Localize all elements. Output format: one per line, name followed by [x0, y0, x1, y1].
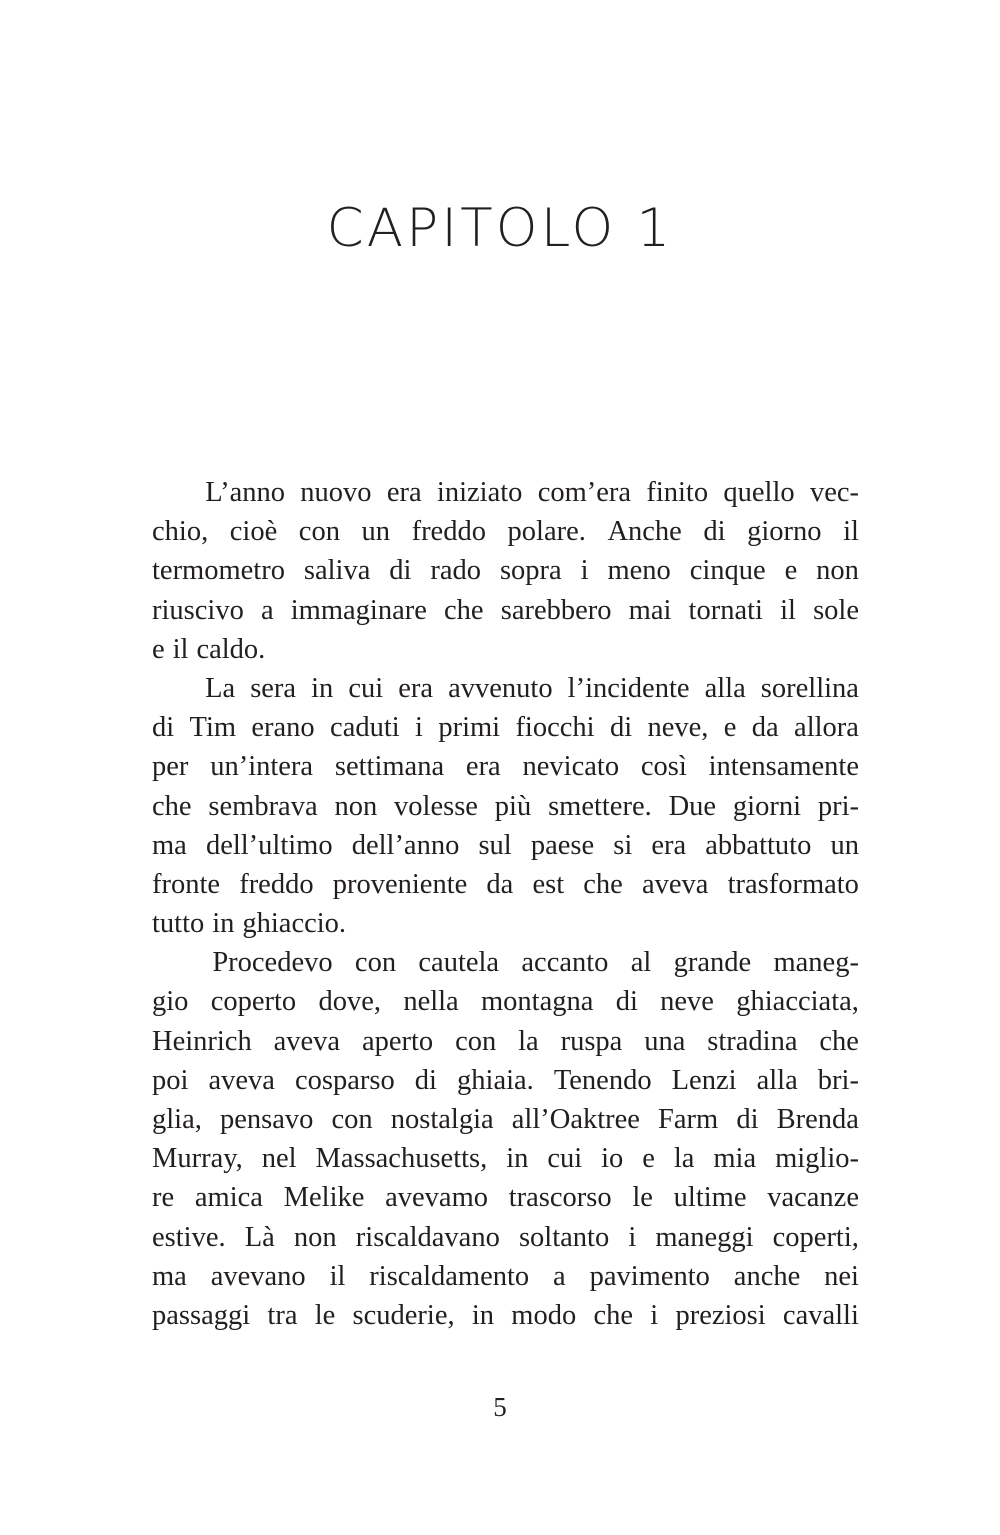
word: Lenzi	[671, 1064, 737, 1096]
word: immaginare	[290, 594, 427, 626]
text-line	[152, 1257, 859, 1296]
word: che	[152, 790, 192, 822]
word: Heinrich	[152, 1025, 252, 1057]
word: soltanto	[518, 1221, 610, 1253]
word: tornati	[688, 594, 763, 626]
word: coperti,	[772, 1221, 859, 1253]
word: aveva	[641, 868, 709, 900]
word: ultime	[673, 1182, 747, 1214]
word: trasformato	[727, 868, 859, 900]
word: finito	[646, 477, 709, 508]
word: mia	[713, 1143, 757, 1175]
word: di	[609, 712, 633, 744]
word: quello	[723, 477, 795, 508]
word: era	[386, 477, 422, 508]
word: di	[703, 516, 726, 548]
word: sembrava	[208, 790, 318, 822]
word: com’era	[537, 477, 632, 508]
word: ghiaia.	[457, 1064, 534, 1096]
word: sera	[250, 672, 297, 704]
word: gio	[152, 986, 189, 1018]
word: vacanze	[767, 1182, 859, 1214]
word: maneggi	[655, 1221, 754, 1253]
word: L’anno	[205, 477, 285, 508]
word: trascorso	[508, 1182, 612, 1214]
word: dell’ultimo	[205, 829, 333, 861]
paragraph	[152, 669, 859, 943]
paragraph	[152, 473, 859, 669]
word: cui	[547, 1143, 583, 1175]
word: il	[172, 633, 189, 665]
word: avevamo	[385, 1182, 488, 1214]
word: che	[583, 868, 623, 900]
text-line	[152, 1218, 859, 1257]
word: cioè	[229, 516, 278, 548]
word: all’Oaktree	[511, 1104, 640, 1135]
word: a	[260, 594, 274, 626]
word: nei	[824, 1260, 859, 1292]
word: al	[630, 947, 652, 979]
word: erano	[251, 712, 315, 744]
word: con	[298, 516, 340, 548]
word: riuscivo	[152, 594, 244, 626]
word: di	[736, 1104, 759, 1135]
word: Tim	[189, 712, 237, 744]
word: così	[640, 751, 687, 783]
text-line	[152, 826, 859, 865]
word: riscaldamento	[369, 1260, 530, 1292]
word: ma	[152, 1260, 187, 1292]
word: era	[465, 751, 501, 783]
word: nuovo	[300, 477, 372, 508]
word: era	[651, 829, 687, 861]
word: dell’anno	[351, 829, 460, 861]
word: i	[415, 712, 423, 744]
word: più	[494, 790, 532, 822]
word: stradina	[707, 1025, 798, 1057]
word: con	[331, 1104, 373, 1135]
word: freddo	[411, 516, 486, 548]
text-line	[152, 865, 859, 904]
word: da	[486, 868, 514, 900]
word: avevano	[210, 1260, 306, 1292]
word: aperto	[361, 1025, 434, 1057]
word: un	[361, 516, 391, 548]
text-line	[152, 1022, 859, 1061]
word: io	[601, 1143, 624, 1175]
text-line	[152, 473, 859, 512]
text-line	[152, 630, 859, 669]
word: i	[650, 1299, 659, 1331]
word: aveva	[273, 1025, 341, 1057]
word: che	[444, 594, 484, 626]
text-line	[152, 1178, 859, 1217]
word: Anche	[607, 516, 682, 548]
word: sole	[813, 594, 859, 626]
word: e	[642, 1143, 655, 1175]
word: una	[644, 1025, 686, 1057]
word: Brenda	[776, 1104, 859, 1135]
word: nevicato	[522, 751, 620, 783]
word: un	[830, 829, 859, 861]
text-line	[152, 512, 859, 551]
word: neve,	[647, 712, 709, 744]
word: nostalgia	[390, 1104, 494, 1135]
word: avvenuto	[448, 672, 553, 704]
word: smettere.	[548, 790, 652, 822]
page-number: 5	[493, 1392, 507, 1422]
word: non	[293, 1221, 337, 1253]
word: rado	[430, 555, 482, 587]
word: abbattuto	[705, 829, 812, 861]
word: fronte	[152, 868, 221, 900]
text-line	[152, 1061, 859, 1100]
word: mai	[628, 594, 672, 626]
text-line	[152, 1296, 859, 1335]
word: Melike	[283, 1182, 365, 1214]
word: con	[455, 1025, 497, 1057]
paragraph	[152, 943, 859, 1335]
word: il	[843, 516, 859, 548]
word: tutto	[152, 908, 205, 940]
text-line	[152, 982, 859, 1021]
word: Murray,	[152, 1143, 243, 1175]
word: preziosi	[675, 1299, 766, 1331]
word: fiocchi	[515, 712, 595, 744]
word: non	[334, 790, 378, 822]
word: non	[816, 555, 859, 587]
word: nel	[261, 1143, 297, 1175]
word: che	[819, 1025, 859, 1057]
word: iniziato	[436, 477, 523, 508]
word: glia,	[152, 1104, 202, 1135]
word: l’incidente	[567, 672, 690, 704]
word: alla	[756, 1064, 798, 1096]
word: freddo	[239, 868, 314, 900]
word: Massachusetts,	[315, 1143, 488, 1175]
word: caduti	[330, 712, 400, 744]
word: accanto	[521, 947, 609, 979]
word: il	[780, 594, 796, 626]
word: Farm	[658, 1104, 719, 1135]
text-line	[152, 787, 859, 826]
word: scuderie,	[352, 1299, 455, 1331]
word: da	[751, 712, 779, 744]
text-line	[152, 708, 859, 747]
word: ruspa	[560, 1025, 623, 1057]
word: di	[414, 1064, 437, 1096]
word: modo	[511, 1299, 577, 1331]
word: ma	[152, 829, 187, 861]
word: e	[152, 633, 165, 665]
text-line	[152, 551, 859, 590]
word: allora	[794, 712, 859, 744]
word: un’intera	[210, 751, 314, 783]
word: primi	[438, 712, 501, 744]
word: bri-	[817, 1064, 859, 1096]
word: pri-	[817, 790, 859, 822]
word: aveva	[208, 1064, 275, 1096]
word: poi	[152, 1064, 189, 1096]
word: vec-	[809, 477, 859, 508]
word: pavimento	[589, 1260, 710, 1292]
word: era	[398, 672, 434, 704]
word: i	[580, 555, 589, 587]
word: Là	[244, 1221, 275, 1253]
word: La	[205, 672, 236, 704]
word: ghiaccio.	[242, 908, 347, 940]
text-line	[152, 591, 859, 630]
word: Due	[668, 790, 717, 822]
word: i	[628, 1221, 637, 1253]
word: ghiacciata,	[736, 986, 859, 1018]
word: e	[784, 555, 798, 587]
word: anche	[733, 1260, 801, 1292]
text-line	[152, 747, 859, 786]
word: in	[506, 1143, 529, 1175]
word: e	[723, 712, 737, 744]
word: coperto	[210, 986, 297, 1018]
word: giorno	[747, 516, 822, 548]
word: che	[593, 1299, 634, 1331]
word: intensamente	[708, 751, 859, 783]
word: est	[532, 868, 565, 900]
word: polare.	[507, 516, 586, 548]
word: in	[212, 908, 235, 940]
word: cui	[348, 672, 384, 704]
word: per	[152, 751, 189, 783]
word: tra	[267, 1299, 298, 1331]
word: si	[613, 829, 633, 861]
word: in	[311, 672, 334, 704]
word: volesse	[394, 790, 478, 822]
word: nella	[403, 986, 459, 1018]
body-text-block	[152, 473, 859, 1335]
word: giorni	[732, 790, 801, 822]
word: estive.	[152, 1221, 226, 1253]
text-line	[152, 904, 859, 943]
text-line	[152, 943, 859, 982]
word: la	[518, 1025, 539, 1057]
word: sul	[478, 829, 512, 861]
word: maneg-	[773, 947, 859, 979]
word: cinque	[689, 555, 766, 587]
text-line	[152, 669, 859, 708]
word: chio,	[152, 516, 209, 548]
word: grande	[673, 947, 752, 979]
word: Procedevo	[212, 947, 333, 979]
word: di	[615, 986, 638, 1018]
word: proveniente	[332, 868, 468, 900]
text-line	[152, 1100, 859, 1139]
word: saliva	[303, 555, 371, 587]
word: in	[471, 1299, 495, 1331]
word: paese	[530, 829, 595, 861]
word: di	[152, 712, 175, 744]
word: con	[354, 947, 397, 979]
word: cautela	[418, 947, 500, 979]
word: il	[329, 1260, 346, 1292]
word: cavalli	[782, 1299, 859, 1331]
word: neve	[660, 986, 714, 1018]
word: termometro	[152, 555, 285, 587]
word: le	[314, 1299, 336, 1331]
word: sarebbero	[500, 594, 612, 626]
word: riscaldavano	[355, 1221, 500, 1253]
word: re	[152, 1182, 175, 1214]
word: le	[632, 1182, 653, 1214]
chapter-title: CAPITOLO 1	[326, 197, 674, 259]
word: miglio-	[775, 1143, 859, 1175]
word: meno	[607, 555, 671, 587]
word: dove,	[318, 986, 382, 1018]
word: sorellina	[760, 672, 859, 704]
word: Tenendo	[553, 1064, 652, 1096]
word: di	[389, 555, 412, 587]
text-line	[152, 1139, 859, 1178]
word: settimana	[334, 751, 445, 783]
word: a	[553, 1260, 566, 1292]
word: caldo.	[196, 633, 266, 665]
word: montagna	[481, 986, 594, 1018]
word: alla	[704, 672, 746, 704]
word: amica	[194, 1182, 263, 1214]
word: cosparso	[295, 1064, 395, 1096]
word: passaggi	[152, 1299, 251, 1331]
word: pensavo	[219, 1104, 314, 1135]
word: sopra	[499, 555, 562, 587]
word: la	[673, 1143, 695, 1175]
